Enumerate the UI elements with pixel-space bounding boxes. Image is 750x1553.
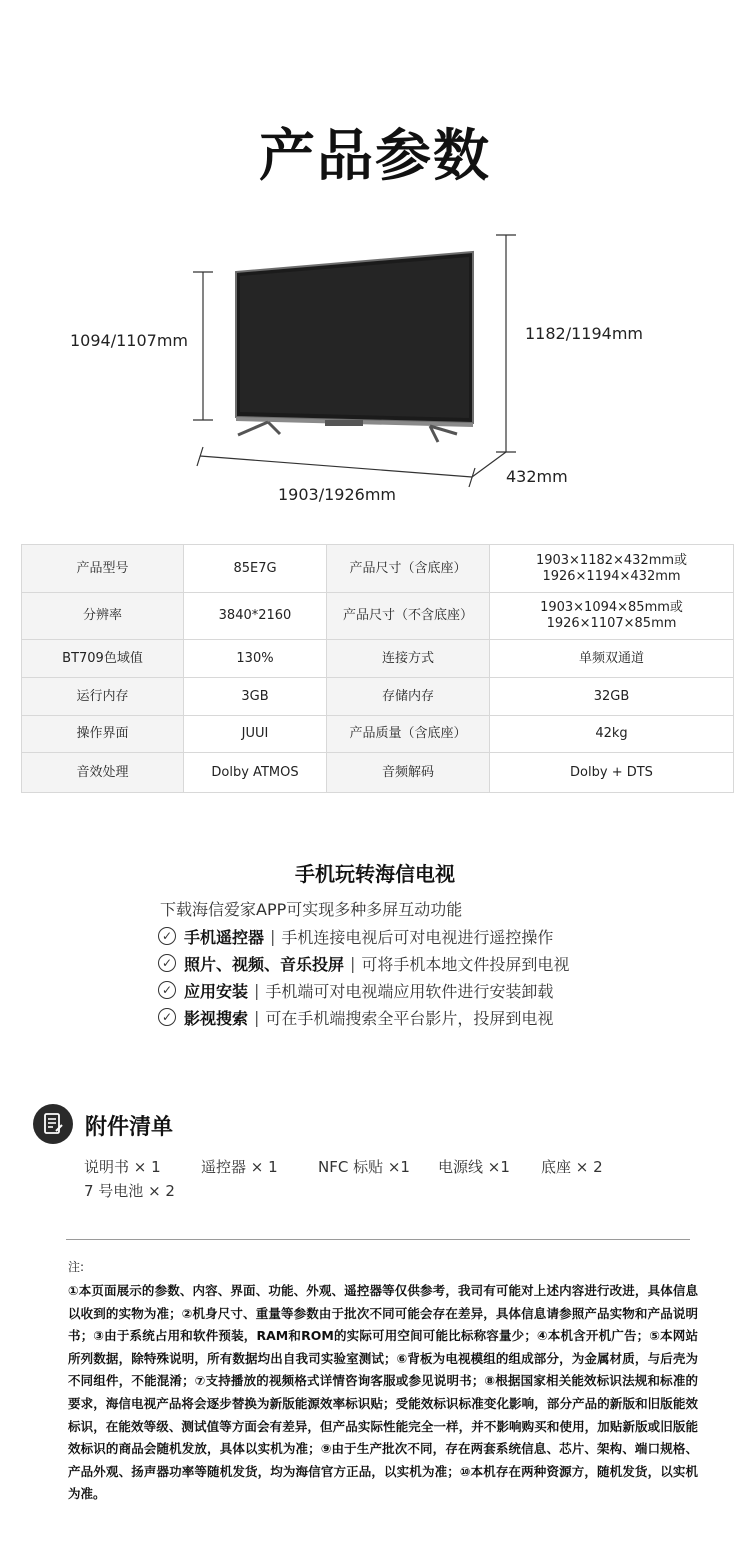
accessory-item: 底座 × 2: [541, 1158, 603, 1176]
feature-item: [158, 951, 569, 975]
spec-label: 产品尺寸（含底座）: [327, 545, 490, 593]
table-row: [22, 640, 734, 678]
accessory-item: 7 号电池 × 2: [84, 1182, 175, 1200]
table-row: [22, 593, 734, 640]
spec-label: 操作界面: [22, 716, 184, 753]
check-circle-icon: ✓: [158, 981, 176, 999]
feature-name: 应用安装: [184, 981, 249, 1001]
feature-name: 影视搜索: [184, 1008, 249, 1028]
spec-label: 音效处理: [22, 753, 184, 793]
spec-label: 存储内存: [327, 678, 490, 716]
accessory-item: 遥控器 × 1: [201, 1158, 278, 1176]
page-title: 产品参数: [259, 124, 491, 189]
feature-name: 照片、视频、音乐投屏: [184, 954, 345, 974]
feature-name: 手机遥控器: [184, 927, 265, 947]
section-divider: [66, 1239, 690, 1240]
feature-desc: 手机端可对电视端应用软件进行安装卸载: [265, 981, 554, 1001]
check-circle-icon: ✓: [158, 927, 176, 945]
spec-value-line: 1903×1182×432mm或: [535, 552, 688, 568]
spec-label: 连接方式: [327, 640, 490, 678]
spec-value: Dolby + DTS: [490, 753, 734, 793]
feature-separator: |: [254, 1007, 260, 1027]
accessory-item: NFC 标贴 ×1: [318, 1158, 410, 1176]
phone-section-title: 手机玩转海信电视: [295, 862, 455, 886]
feature-separator: |: [270, 926, 276, 946]
spec-label: 运行内存: [22, 678, 184, 716]
check-circle-icon: ✓: [158, 1008, 176, 1026]
spec-value: 85E7G: [184, 545, 327, 593]
height-with-stand-label: 1182/1194mm: [525, 324, 643, 343]
spec-table: [21, 544, 734, 793]
feature-desc: 可在手机端搜索全平台影片，投屏到电视: [265, 1008, 554, 1028]
phone-section-subtitle: 下载海信爱家APP可实现多种多屏互动功能: [160, 900, 463, 919]
feature-separator: |: [350, 953, 356, 973]
spec-label: 分辨率: [22, 593, 184, 640]
spec-value: [490, 593, 734, 640]
spec-value: 3GB: [184, 678, 327, 716]
spec-label: 产品尺寸（不含底座）: [327, 593, 490, 640]
spec-label: BT709色域值: [22, 640, 184, 678]
spec-value: 42kg: [490, 716, 734, 753]
width-label: 1903/1926mm: [278, 485, 396, 504]
document-list-icon: [33, 1104, 73, 1144]
accessories-title: 附件清单: [85, 1115, 174, 1140]
feature-desc: 手机连接电视后可对电视进行遥控操作: [281, 927, 554, 947]
accessory-item: 电源线 ×1: [438, 1158, 510, 1176]
spec-label: 产品型号: [22, 545, 184, 593]
spec-label: 产品质量（含底座）: [327, 716, 490, 753]
table-row: [22, 753, 734, 793]
spec-value: Dolby ATMOS: [184, 753, 327, 793]
feature-item: [158, 978, 553, 1002]
tv-dimension-diagram: [0, 220, 750, 520]
check-circle-icon: ✓: [158, 954, 176, 972]
spec-value-line: 1903×1094×85mm或: [540, 600, 683, 615]
accessory-item: 说明书 × 1: [84, 1158, 161, 1176]
feature-separator: |: [254, 980, 260, 1000]
spec-value: 3840*2160: [184, 593, 327, 640]
spec-value: 单频双通道: [490, 640, 734, 678]
spec-value: JUUI: [184, 716, 327, 753]
tv-height-label: 1094/1107mm: [70, 331, 188, 350]
spec-value: 130%: [184, 640, 327, 678]
depth-label: 432mm: [506, 467, 568, 486]
table-row: [22, 716, 734, 753]
spec-label: 音频解码: [327, 753, 490, 793]
tv-illustration: [0, 220, 750, 520]
notes-label: 注:: [68, 1260, 85, 1274]
feature-item: [158, 1005, 553, 1029]
notes-text: ①本页面展示的参数、内容、界面、功能、外观、遥控器等仅供参考，我司有可能对上述内容进行改进，具体信息以收到的实物为准；②机身尺寸、重量等参数由于批次不同可能会存在差异，具体信息请参照产品实物和产品说明书；③由于系统占用和软件预装，RAM和ROM的实际可用空间可能比标称容量少；④本机含开机广告；⑤本网站所列数据，除特殊说明，所有数据均出自我司实验室测试；⑥背板为电视模组的组成部分，为金属材质，与后壳为不同组件，不能混淆；⑦支持播放的视频格式详情咨询客服或参见说明书；⑧根据国家相关能效标识法规和标准的要求，海信电视产品将会逐步替换为新版能源效率标识贴；受能效标识标准变化影响，部分产品的新版和旧版能效标识，在能效等级、测试值等方面会有差异，但产品实际性能完全一样，并不影响购买和使用，加贴新版或旧版能效标识的商品会随机发放，具体以实机为准；⑨由于生产批次不同，存在两套系统信息、芯片、架构、端口规格、产品外观、扬声器功率等随机发货，均为海信官方正品，以实机为准；⑩本机存在两种资源方，随机发货，以实机为准。: [68, 1283, 698, 1502]
spec-value-line: 1926×1107×85mm: [546, 616, 677, 631]
table-row: [22, 545, 734, 593]
feature-item: [158, 924, 553, 948]
spec-value: [490, 545, 734, 593]
spec-value: 32GB: [490, 678, 734, 716]
feature-desc: 可将手机本地文件投屏到电视: [361, 954, 570, 974]
table-row: [22, 678, 734, 716]
spec-value-line: 1926×1194×432mm: [542, 568, 681, 584]
